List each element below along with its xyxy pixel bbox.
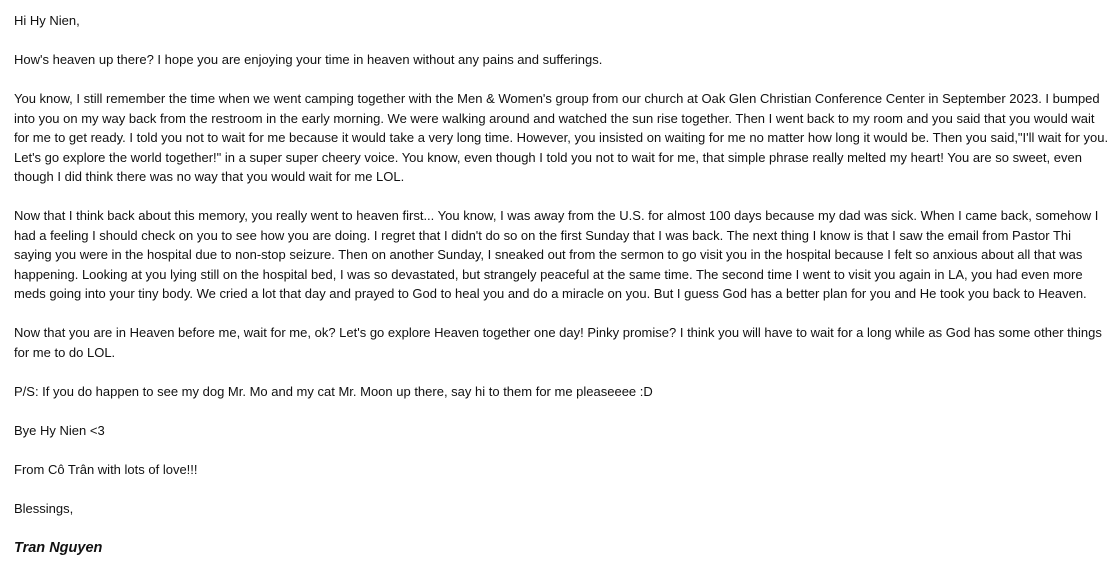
- greeting: Hi Hy Nien,: [14, 13, 80, 28]
- closing: Blessings,: [14, 500, 74, 516]
- paragraph-1: How's heaven up there? I hope you are enjoying your time in heaven without any pains and sufferings.: [14, 52, 603, 67]
- paragraph-4: Now that you are in Heaven before me, wait for me, ok? Let's go explore Heaven together one day! Pinky promise? I think you will have to wait for a long while as God has some other things for me to do LOL.: [14, 325, 1102, 360]
- signature: Tran Nguyen: [14, 539, 103, 556]
- farewell: Bye Hy Nien <3: [14, 422, 105, 438]
- postscript: P/S: If you do happen to see my dog Mr. Mo and my cat Mr. Moon up there, say hi to them for me pleaseeee :D: [14, 383, 653, 399]
- paragraph-2: You know, I still remember the time when we went camping together with the Men & Women's group from our church at Oak Glen Christian Conference Center in September 2023. I bumped into you on my way back from the restroom in the early morning. We were walking around and watched the sun rise together. Then I went back to my room and you said that you would wait for me to get ready. I told you not to wait for me because it would take a very long time. However, you insisted on waiting for me no matter how long it would be. Then you said,"I'll wait for you. Let's go explore the world together!" in a super super cheery voice. You know, even though I told you not to wait for me, that simple phrase really melted my heart! You are so sweet, even though I did think there was no way that you would wait for me LOL.: [14, 91, 1109, 184]
- paragraph-3: Now that I think back about this memory, you really went to heaven first... You know, I was away from the U.S. for almost 100 days because my dad was sick. When I came back, somehow I had a feeling I should check on you to see how you are doing. I regret that I didn't do so on the first Sunday that I was back. The next thing I know is that I saw the email from Pastor Thi saying you were in the hospital due to non-stop seizure. Then on another Sunday, I sneaked out from the sermon to go visit you in the hospital because I felt so anxious about all that was happening. Looking at you lying still on the hospital bed, I was so devastated, but strangely peaceful at the same time. The second time I went to visit you again in LA, you had even more meds going into your tiny body. We cried a lot that day and prayed to God to heal you and do a miracle on you. But I guess God has a better plan for you and He took you back to Heaven.: [14, 208, 1099, 301]
- from-line: From Cô Trân with lots of love!!!: [14, 461, 198, 477]
